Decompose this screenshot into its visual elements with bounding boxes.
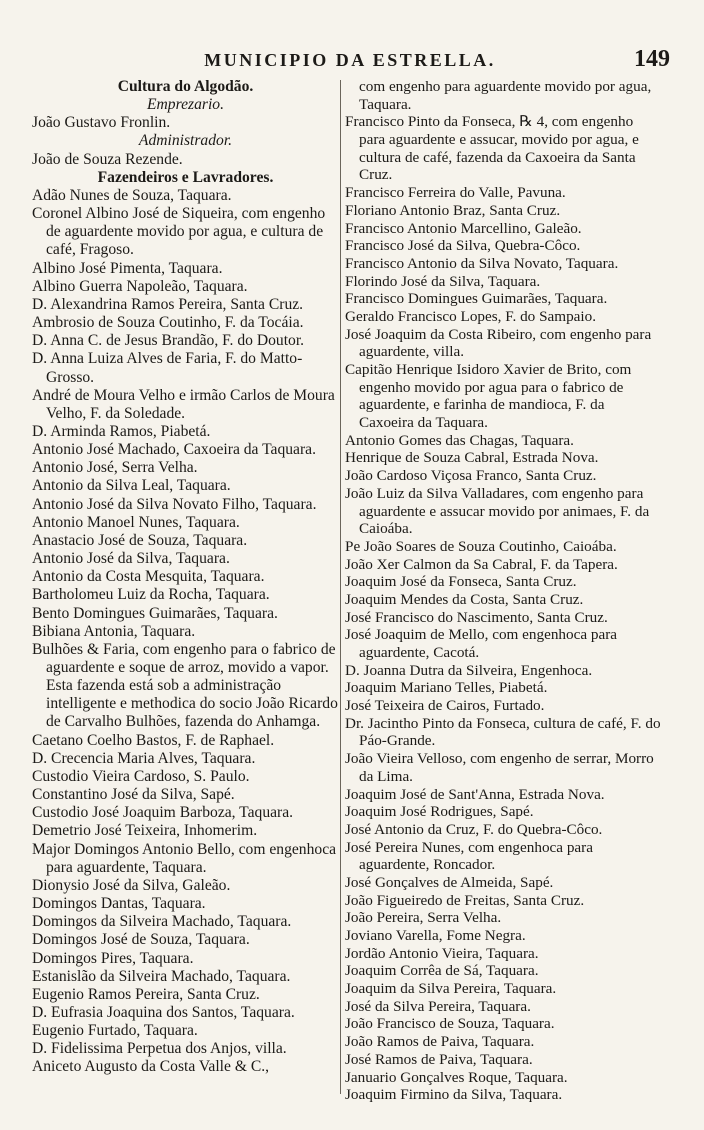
list-item: Francisco Ferreira do Valle, Pavuna. [345, 184, 566, 202]
list-item: Antonio da Costa Mesquita, Taquara. [32, 568, 265, 586]
page-title: MUNICIPIO DA ESTRELLA. [204, 50, 496, 70]
empresario-name: João Gustavo Fronlin. [32, 114, 171, 132]
list-item: D. Anna C. de Jesus Brandão, F. do Doutor. [32, 332, 305, 350]
list-item: Anastacio José de Souza, Taquara. [32, 531, 248, 549]
list-item: João Figueiredo de Freitas, Santa Cruz. [345, 891, 585, 909]
list-item: Estanislão da Silveira Machado, Taquara. [32, 967, 291, 985]
right-column [345, 78, 661, 1104]
list-item: José Joaquim da Costa Ribeiro, com engenho para aguardente, villa. [345, 325, 652, 361]
empresario-label: Emprezario. [147, 96, 224, 114]
administrador-label: Administrador. [138, 132, 233, 150]
list-item: Antonio José da Silva, Taquara. [32, 550, 230, 568]
list-item: Dionysio José da Silva, Galeão. [32, 876, 231, 894]
list-item: D. Arminda Ramos, Piabetá. [32, 422, 211, 440]
list-item: com engenho para aguardente movido por agua, Taquara. [359, 78, 652, 113]
list-item: João Luiz da Silva Valladares, com engenho para aguardente e assucar movido por animaes, F. da Caioába. [345, 484, 650, 538]
list-item: Francisco José da Silva, Quebra-Côco. [345, 237, 581, 255]
list-item: Ambrosio de Souza Coutinho, F. da Tocáia. [32, 314, 304, 332]
list-item: Joaquim da Silva Pereira, Taquara. [345, 980, 557, 998]
list-item: Francisco Antonio Marcellino, Galeão. [345, 219, 582, 237]
list-item: D. Crecencia Maria Alves, Taquara. [32, 749, 256, 767]
list-item: Joviano Varella, Fome Negra. [345, 927, 526, 944]
list-item: Caetano Coelho Bastos, F. de Raphael. [32, 731, 275, 749]
list-item: Antonio Manoel Nunes, Taquara. [32, 513, 240, 531]
list-item: José da Silva Pereira, Taquara. [345, 997, 531, 1015]
list-item: Joaquim Mariano Telles, Piabetá. [345, 679, 548, 697]
list-item: José Teixeira de Cairos, Furtado. [345, 697, 545, 715]
list-item: Floriano Antonio Braz, Santa Cruz. [345, 201, 561, 219]
list-item: Albino José Pimenta, Taquara. [32, 259, 223, 277]
list-item: João Ramos de Paiva, Taquara. [345, 1033, 535, 1051]
list-item: Joaquim Firmino da Silva, Taquara. [345, 1086, 563, 1104]
list-item: José Gonçalves de Almeida, Sapé. [345, 873, 554, 891]
page-number: 149 [634, 46, 670, 72]
list-item: Domingos Dantas, Taquara. [32, 895, 206, 913]
fazendeiros-title: Fazendeiros e Lavradores. [97, 168, 274, 186]
list-item: Bento Domingues Guimarães, Taquara. [32, 604, 278, 622]
list-item: Domingos da Silveira Machado, Taquara. [32, 913, 292, 931]
list-item: Antonio da Silva Leal, Taquara. [32, 477, 231, 495]
list-item: Pe João Soares de Souza Coutinho, Caioába. [345, 537, 617, 555]
list-item: Custodio José Joaquim Barboza, Taquara. [32, 804, 294, 822]
list-item: Capitão Henrique Isidoro Xavier de Brito, com engenho movido por agua para o fabrico de aguardente, e farinha de mandioca, F. da Caxoeira da Taquara. [345, 361, 632, 432]
list-item: Joaquim Corrêa de Sá, Taquara. [345, 962, 539, 980]
list-item: Aniceto Augusto da Costa Valle & C., [32, 1058, 270, 1076]
list-item: João Francisco de Souza, Taquara. [345, 1015, 555, 1033]
list-item: Joaquim José Rodrigues, Sapé. [345, 803, 534, 821]
list-item: Antonio José da Silva Novato Filho, Taquara. [32, 495, 317, 513]
list-item: Florindo José da Silva, Taquara. [345, 272, 541, 290]
list-item: José Pereira Nunes, com engenhoca para aguardente, Roncador. [345, 838, 593, 874]
list-item: Domingos Pires, Taquara. [32, 949, 194, 967]
list-item: Dr. Jacintho Pinto da Fonseca, cultura de café, F. do Páo-Grande. [345, 714, 661, 750]
list-item: José Francisco do Nascimento, Santa Cruz. [345, 608, 608, 626]
list-item: Demetrio José Teixeira, Inhomerim. [32, 822, 258, 840]
list-item: Major Domingos Antonio Bello, com engenhoca para aguardente, Taquara. [32, 840, 337, 876]
list-item: Joaquim Mendes da Costa, Santa Cruz. [345, 590, 584, 608]
list-item: D. Joanna Dutra da Silveira, Engenhoca. [345, 661, 593, 679]
list-item: Albino Guerra Napoleão, Taquara. [32, 277, 248, 295]
list-item: Bulhões & Faria, com engenho para o fabrico de aguardente e soque de arroz, movido a vapor. Esta fazenda está sob a administração intelligente e methodica do socio João Ricardo de Carvalho Bulhões, fazenda do Anhamga. [32, 640, 338, 731]
page-header [30, 46, 670, 76]
list-item: Coronel Albino José de Siqueira, com engenho de aguardente movido por agua, e cultura de café, Fragoso. [32, 205, 326, 259]
list-item: João Xer Calmon da Sa Cabral, F. da Tapera. [345, 555, 618, 573]
list-item: Francisco Pinto da Fonseca, ℞ 4, com engenho para aguardente e assucar, movido por agua, e cultura de café, fazenda da Caxoeira da Santa Cruz. [345, 113, 639, 184]
list-item: Francisco Antonio da Silva Novato, Taquara. [345, 254, 619, 272]
list-item: Constantino José da Silva, Sapé. [32, 786, 235, 804]
list-item: Henrique de Souza Cabral, Estrada Nova. [345, 449, 599, 467]
section-title: Cultura do Algodão. [117, 78, 254, 95]
list-item: Antonio Gomes das Chagas, Taquara. [345, 431, 574, 449]
list-item: Eugenio Furtado, Taquara. [32, 1022, 198, 1040]
column-divider [340, 80, 341, 1094]
list-item: D. Anna Luiza Alves de Faria, F. do Matto-Grosso. [32, 350, 303, 386]
list-item: José Ramos de Paiva, Taquara. [345, 1050, 533, 1068]
list-item: Jordão Antonio Vieira, Taquara. [345, 944, 539, 962]
list-item: Antonio José, Serra Velha. [32, 459, 198, 477]
list-item: Bartholomeu Luiz da Rocha, Taquara. [32, 586, 270, 604]
list-item: Custodio Vieira Cardoso, S. Paulo. [32, 767, 250, 785]
list-item: André de Moura Velho e irmão Carlos de Moura Velho, F. da Soledade. [32, 386, 335, 422]
left-entry-list [32, 187, 339, 1077]
list-item: João Vieira Velloso, com engenho de serrar, Morro da Lima. [345, 750, 654, 785]
administrador-name: João de Souza Rezende. [32, 150, 183, 168]
list-item: Domingos José de Souza, Taquara. [32, 931, 250, 949]
list-item: Geraldo Francisco Lopes, F. do Sampaio. [345, 307, 597, 325]
right-entry-list [345, 78, 661, 1104]
list-item: Joaquim José da Fonseca, Santa Cruz. [345, 573, 577, 591]
list-item: João Cardoso Viçosa Franco, Santa Cruz. [345, 467, 597, 485]
list-item: D. Fidelissima Perpetua dos Anjos, villa. [32, 1040, 287, 1058]
list-item: D. Eufrasia Joaquina dos Santos, Taquara. [32, 1003, 295, 1021]
list-item: Bibiana Antonia, Taquara. [32, 622, 196, 640]
list-item: José Antonio da Cruz, F. do Quebra-Côco. [345, 820, 603, 838]
list-item: João Pereira, Serra Velha. [345, 909, 502, 927]
list-item: Francisco Domingues Guimarães, Taquara. [345, 290, 608, 308]
left-column [32, 78, 339, 1077]
list-item: Adão Nunes de Souza, Taquara. [32, 186, 232, 204]
list-item: Eugenio Ramos Pereira, Santa Cruz. [32, 985, 260, 1003]
list-item: Januario Gonçalves Roque, Taquara. [345, 1068, 568, 1086]
list-item: Joaquim José de Sant'Anna, Estrada Nova. [345, 785, 605, 803]
list-item: D. Alexandrina Ramos Pereira, Santa Cruz. [32, 295, 304, 313]
list-item: José Joaquim de Mello, com engenhoca para aguardente, Cacotá. [345, 626, 618, 661]
list-item: Antonio José Machado, Caxoeira da Taquara. [32, 441, 316, 459]
